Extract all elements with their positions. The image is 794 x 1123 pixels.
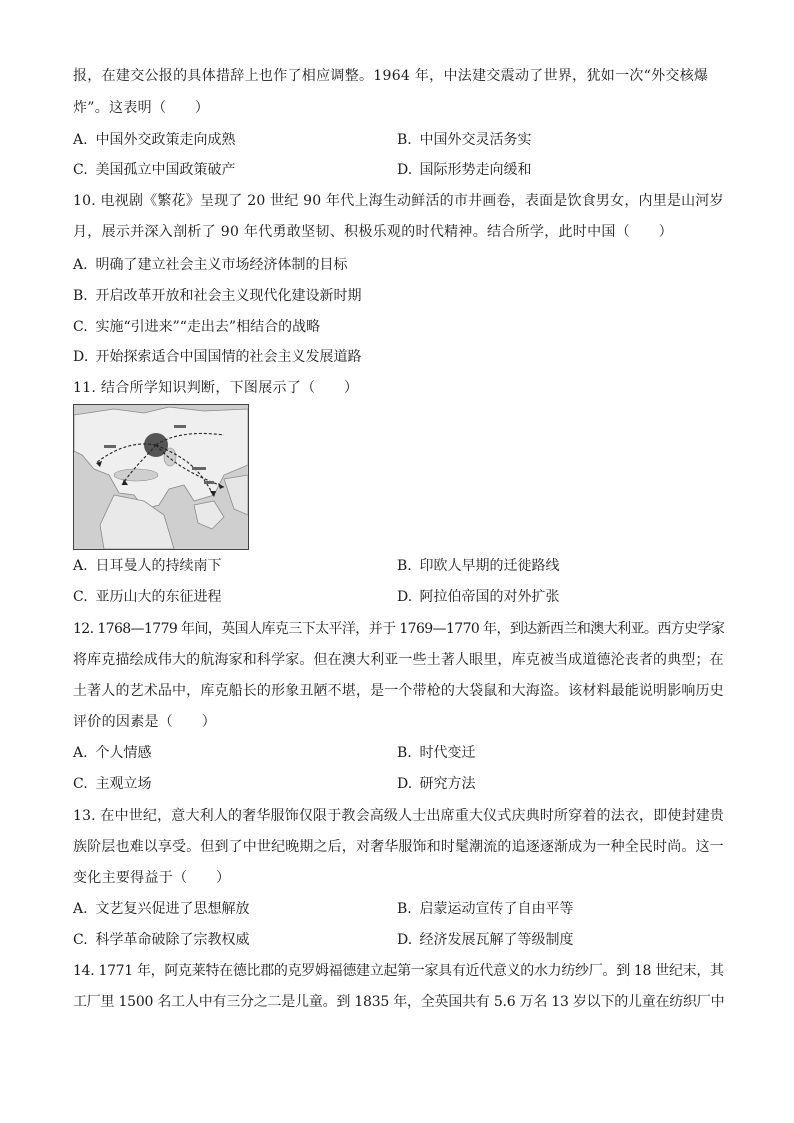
q12-option-d[interactable]: D. 研究方法	[397, 776, 476, 792]
q10-option-a[interactable]: A. 明确了建立社会主义市场经济体制的目标	[73, 257, 348, 273]
q9-option-d[interactable]: D. 国际形势走向缓和	[397, 162, 532, 178]
migration-map-graphic	[74, 405, 248, 549]
q10-option-b[interactable]: B. 开启改革开放和社会主义现代化建设新时期	[73, 288, 362, 304]
q12-option-a[interactable]: A. 个人情感	[73, 745, 152, 761]
q11-option-d[interactable]: D. 阿拉伯帝国的对外扩张	[397, 589, 560, 605]
q13-stem-line-3: 变化主要得益于（ ）	[73, 870, 231, 886]
q9-option-b[interactable]: B. 中国外交灵活务实	[397, 132, 532, 148]
q13-option-a[interactable]: A. 文艺复兴促进了思想解放	[73, 901, 250, 917]
q10-stem-line-2: 月，展示并深入剖析了 90 年代勇敢坚韧、积极乐观的时代精神。结合所学，此时中国（ ）	[73, 224, 673, 240]
q11-option-c[interactable]: C. 亚历山大的东征进程	[73, 589, 222, 605]
q10-option-d[interactable]: D. 开始探索适合中国国情的社会主义发展道路	[73, 349, 362, 365]
q9-option-c[interactable]: C. 美国孤立中国政策破产	[73, 162, 236, 178]
q9-option-a[interactable]: A. 中国外交政策走向成熟	[73, 132, 236, 148]
q13-stem-line-2: 族阶层也难以享受。但到了中世纪晚期之后，对奢华服饰和时髦潮流的追逐逐渐成为一种全民时尚。这一	[73, 839, 724, 855]
q13-option-b[interactable]: B. 启蒙运动宣传了自由平等	[397, 901, 574, 917]
q12-stem-line-4: 评价的因素是（ ）	[73, 714, 216, 730]
q12-stem-line-2: 将库克描绘成伟大的航海家和科学家。但在澳大利亚一些土著人眼里，库克被当成道德沦丧者的典型；在	[73, 652, 724, 668]
q12-stem-line-1: 12. 1768—1779 年间，英国人库克三下太平洋，并于 1769—1770 年，到达新西兰和澳大利亚。西方史学家	[73, 621, 725, 637]
q11-stem-line-1: 11. 结合所学知识判断，下图展示了（ ）	[73, 380, 359, 396]
q10-stem-line-1: 10. 电视剧《繁花》呈现了 20 世纪 90 年代上海生动鲜活的市井画卷，表面是饮食男女，内里是山河岁	[73, 193, 724, 209]
q14-stem-line-1: 14. 1771 年，阿克莱特在德比郡的克罗姆福德建立起第一家具有近代意义的水力纺纱厂。到 18 世纪末，其	[73, 963, 724, 979]
q10-option-c[interactable]: C. 实施“引进来”“走出去”相结合的战略	[73, 319, 321, 335]
q11-option-b[interactable]: B. 印欧人早期的迁徙路线	[397, 558, 560, 574]
q12-option-c[interactable]: C. 主观立场	[73, 776, 152, 792]
q13-option-c[interactable]: C. 科学革命破除了宗教权威	[73, 932, 250, 948]
q11-option-a[interactable]: A. 日耳曼人的持续南下	[73, 558, 222, 574]
migration-map-figure	[73, 404, 249, 550]
q13-stem-line-1: 13. 在中世纪，意大利人的奢华服饰仅限于教会高级人士出席重大仪式庆典时所穿着的法衣，即使封建贵	[73, 808, 725, 824]
q14-stem-line-2: 工厂里 1500 名工人中有三分之二是儿童。到 1835 年，全英国共有 5.6 万名 13 岁以下的儿童在纺织厂中	[73, 994, 725, 1010]
q12-stem-line-3: 土著人的艺术品中，库克船长的形象丑陋不堪，是一个带枪的大袋鼠和大海盗。该材料最能说明影响历史	[73, 683, 724, 699]
q9-stem-line-2: 炸”。这表明（ ）	[73, 100, 210, 116]
q12-option-b[interactable]: B. 时代变迁	[397, 745, 476, 761]
q13-option-d[interactable]: D. 经济发展瓦解了等级制度	[397, 932, 574, 948]
q9-stem-line-1: 报，在建交公报的具体措辞上也作了相应调整。1964 年，中法建交震动了世界，犹如一次“外交核爆	[73, 68, 709, 84]
